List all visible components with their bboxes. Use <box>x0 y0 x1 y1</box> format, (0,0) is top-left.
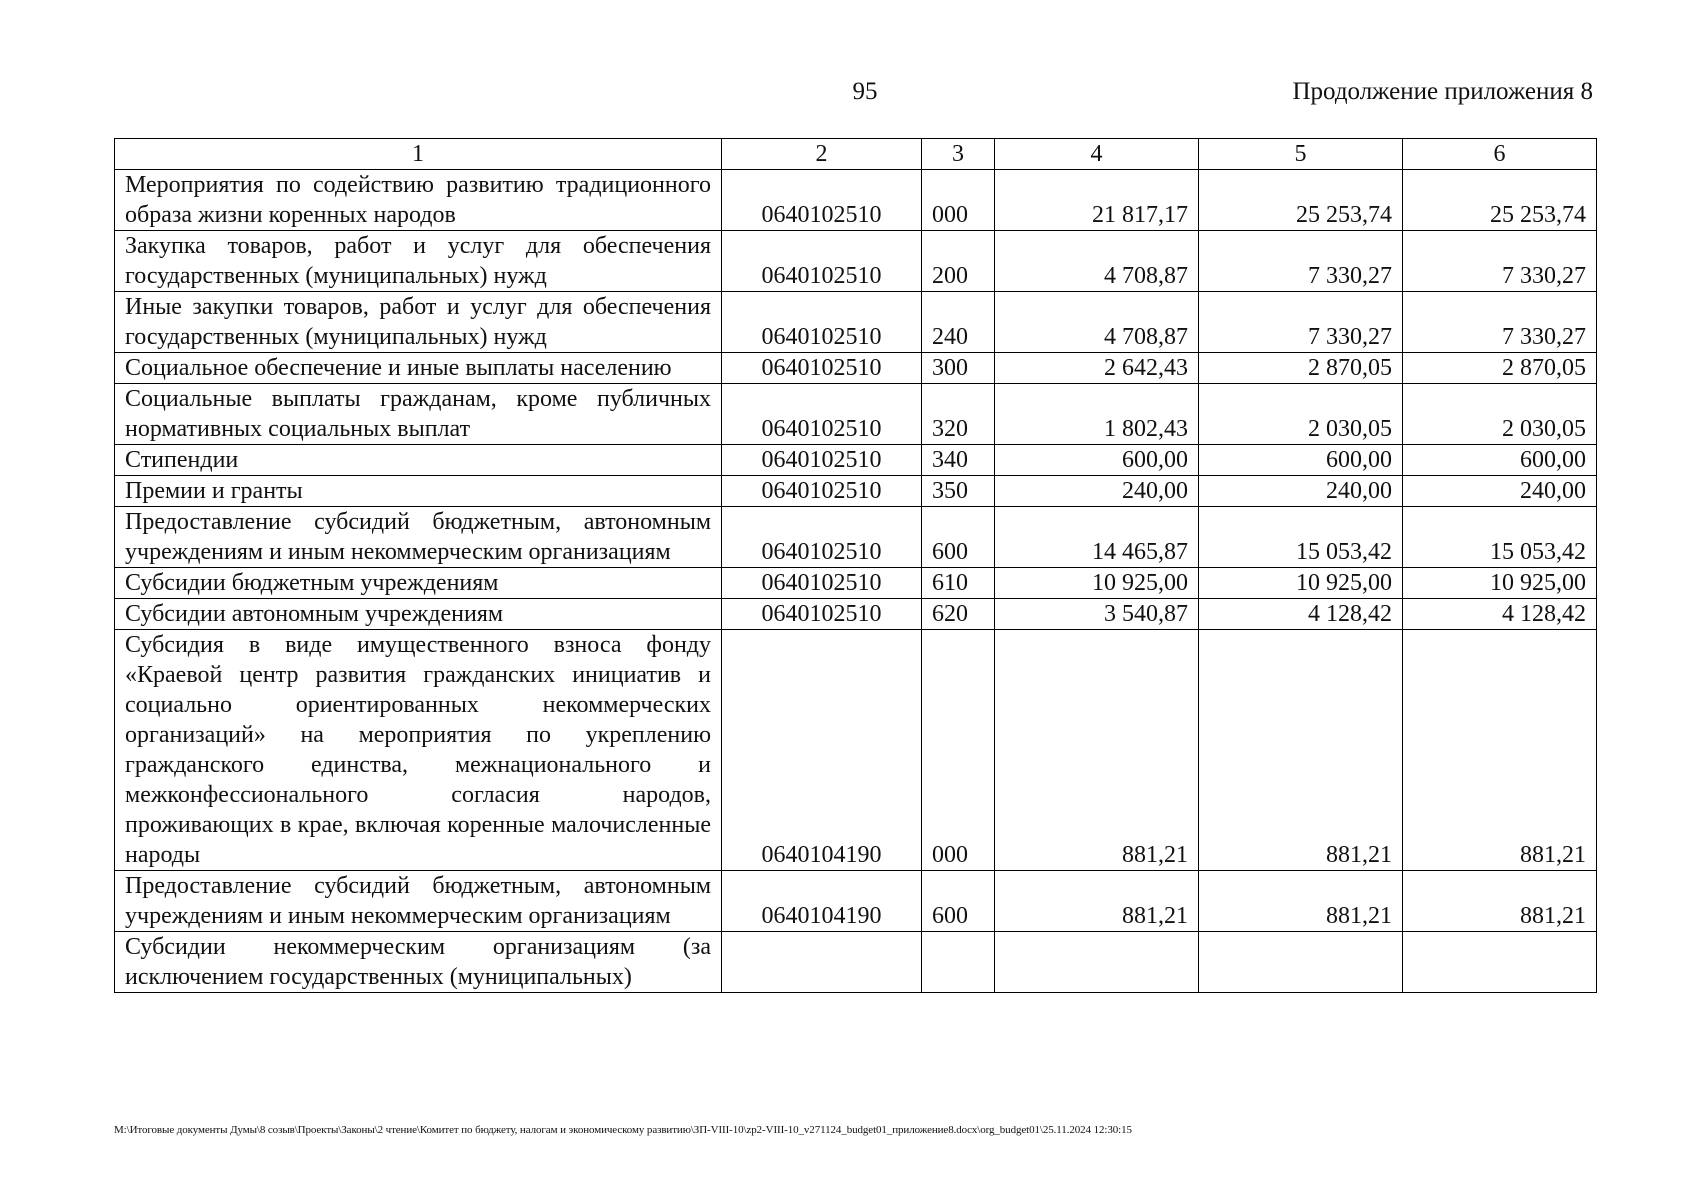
appendix-caption: Продолжение приложения 8 <box>1292 78 1593 105</box>
row-value-4: 881,21 <box>995 871 1199 932</box>
row-value-6: 15 053,42 <box>1403 507 1597 568</box>
row-code: 0640102510 <box>722 353 922 384</box>
row-code: 0640102510 <box>722 384 922 445</box>
table-row <box>115 932 1597 993</box>
row-value-6: 7 330,27 <box>1403 292 1597 353</box>
row-value-4: 14 465,87 <box>995 507 1199 568</box>
row-value-5: 881,21 <box>1199 630 1403 871</box>
row-value-5: 2 030,05 <box>1199 384 1403 445</box>
table-row <box>115 445 1597 476</box>
column-header: 1 <box>115 139 722 170</box>
row-type: 000 <box>922 170 995 231</box>
row-value-5: 25 253,74 <box>1199 170 1403 231</box>
row-value-6: 7 330,27 <box>1403 231 1597 292</box>
row-type: 340 <box>922 445 995 476</box>
row-type: 240 <box>922 292 995 353</box>
table-row <box>115 507 1597 568</box>
row-code: 0640102510 <box>722 170 922 231</box>
row-value-4: 4 708,87 <box>995 292 1199 353</box>
row-value-4 <box>995 932 1199 993</box>
table-row <box>115 170 1597 231</box>
row-value-4: 600,00 <box>995 445 1199 476</box>
budget-table <box>114 138 1597 993</box>
row-code: 0640102510 <box>722 292 922 353</box>
row-type: 350 <box>922 476 995 507</box>
table-row <box>115 292 1597 353</box>
row-value-6: 4 128,42 <box>1403 599 1597 630</box>
row-value-6: 600,00 <box>1403 445 1597 476</box>
row-name: Закупка товаров, работ и услуг для обеспечения государственных (муниципальных) нужд <box>115 231 722 292</box>
row-value-5: 600,00 <box>1199 445 1403 476</box>
row-value-6: 10 925,00 <box>1403 568 1597 599</box>
table-row <box>115 871 1597 932</box>
row-value-6 <box>1403 932 1597 993</box>
row-code: 0640102510 <box>722 599 922 630</box>
row-name: Субсидии некоммерческим организациям (за исключением государственных (муниципальных) <box>115 932 722 993</box>
document-path-footer: M:\Итоговые документы Думы\8 созыв\Проекты\Законы\2 чтение\Комитет по бюджету, налогам и экономическому развитию\ЗП-VIII-10\zp2-VIII-10_v271124_budget01_приложение8.docx\org_budget01\25.11.2024 12:30:15 <box>114 1124 1132 1136</box>
row-type: 600 <box>922 507 995 568</box>
column-header: 6 <box>1403 139 1597 170</box>
column-header: 4 <box>995 139 1199 170</box>
table-row <box>115 384 1597 445</box>
row-code: 0640104190 <box>722 630 922 871</box>
row-value-5: 2 870,05 <box>1199 353 1403 384</box>
row-code: 0640104190 <box>722 871 922 932</box>
row-name: Субсидии бюджетным учреждениям <box>115 568 722 599</box>
table-row <box>115 231 1597 292</box>
row-value-5: 4 128,42 <box>1199 599 1403 630</box>
row-value-5 <box>1199 932 1403 993</box>
row-type: 600 <box>922 871 995 932</box>
column-header: 5 <box>1199 139 1403 170</box>
row-value-4: 4 708,87 <box>995 231 1199 292</box>
row-type: 000 <box>922 630 995 871</box>
row-value-6: 2 870,05 <box>1403 353 1597 384</box>
column-header: 3 <box>922 139 995 170</box>
row-type: 200 <box>922 231 995 292</box>
row-value-5: 881,21 <box>1199 871 1403 932</box>
column-header: 2 <box>722 139 922 170</box>
table-row <box>115 599 1597 630</box>
row-value-6: 881,21 <box>1403 630 1597 871</box>
row-name: Предоставление субсидий бюджетным, автономным учреждениям и иным некоммерческим организациям <box>115 871 722 932</box>
table-row <box>115 476 1597 507</box>
row-code: 0640102510 <box>722 476 922 507</box>
row-value-5: 15 053,42 <box>1199 507 1403 568</box>
row-type: 620 <box>922 599 995 630</box>
row-value-4: 2 642,43 <box>995 353 1199 384</box>
row-name: Социальные выплаты гражданам, кроме публичных нормативных социальных выплат <box>115 384 722 445</box>
row-code: 0640102510 <box>722 445 922 476</box>
row-name: Социальное обеспечение и иные выплаты населению <box>115 353 722 384</box>
row-value-4: 881,21 <box>995 630 1199 871</box>
row-value-4: 10 925,00 <box>995 568 1199 599</box>
row-value-6: 881,21 <box>1403 871 1597 932</box>
row-name: Премии и гранты <box>115 476 722 507</box>
row-value-6: 2 030,05 <box>1403 384 1597 445</box>
row-name: Иные закупки товаров, работ и услуг для обеспечения государственных (муниципальных) нужд <box>115 292 722 353</box>
table-header-row <box>115 139 1597 170</box>
row-value-5: 10 925,00 <box>1199 568 1403 599</box>
row-value-5: 7 330,27 <box>1199 231 1403 292</box>
row-type: 320 <box>922 384 995 445</box>
row-value-4: 1 802,43 <box>995 384 1199 445</box>
row-value-4: 3 540,87 <box>995 599 1199 630</box>
row-code: 0640102510 <box>722 568 922 599</box>
row-value-4: 240,00 <box>995 476 1199 507</box>
row-name: Предоставление субсидий бюджетным, автономным учреждениям и иным некоммерческим организациям <box>115 507 722 568</box>
row-value-6: 240,00 <box>1403 476 1597 507</box>
row-value-5: 240,00 <box>1199 476 1403 507</box>
row-name: Мероприятия по содействию развитию традиционного образа жизни коренных народов <box>115 170 722 231</box>
table-row <box>115 630 1597 871</box>
table-row <box>115 568 1597 599</box>
page-number: 95 <box>852 78 878 105</box>
row-value-5: 7 330,27 <box>1199 292 1403 353</box>
row-type: 610 <box>922 568 995 599</box>
row-value-4: 21 817,17 <box>995 170 1199 231</box>
table-row <box>115 353 1597 384</box>
row-code: 0640102510 <box>722 231 922 292</box>
row-code <box>722 932 922 993</box>
row-name: Субсидии автономным учреждениям <box>115 599 722 630</box>
row-code: 0640102510 <box>722 507 922 568</box>
row-value-6: 25 253,74 <box>1403 170 1597 231</box>
row-name: Субсидия в виде имущественного взноса фонду «Краевой центр развития гражданских инициатив и социально ориентированных некоммерческих организаций» на мероприятия по укреплению гражданского единства, межнационального и межконфессионального согласия народов, проживающих в крае, включая коренные малочисленные народы <box>115 630 722 871</box>
row-type: 300 <box>922 353 995 384</box>
row-name: Стипендии <box>115 445 722 476</box>
row-type <box>922 932 995 993</box>
